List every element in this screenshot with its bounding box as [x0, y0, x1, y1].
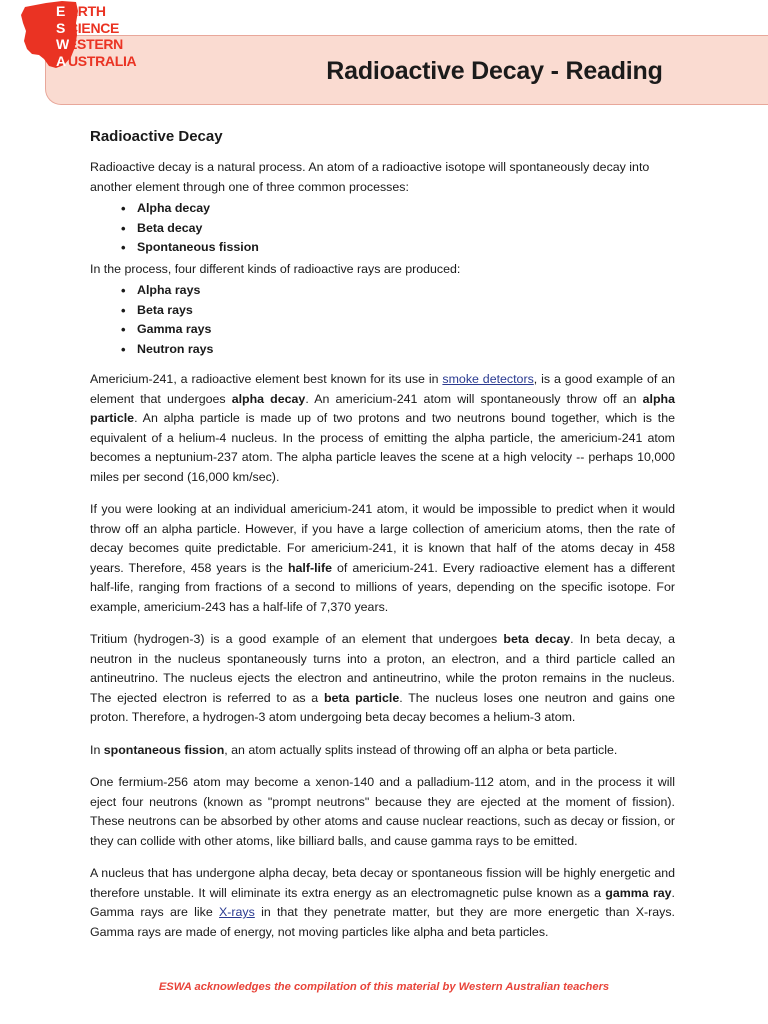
list-item: • Alpha decay — [90, 199, 675, 219]
text-run: in that they penetrate matter, but they are more energetic than X-rays. Gamma rays are made of energy, not moving particles like alpha and beta particles. — [90, 905, 675, 939]
text-run: , an atom actually splits instead of throwing off an alpha or beta particle. — [224, 742, 618, 757]
logo-initial: A — [56, 52, 67, 69]
logo-word: CIENCE — [68, 19, 120, 36]
rays-lead: In the process, four different kinds of radioactive rays are produced: — [90, 261, 461, 276]
logo-initial: E — [56, 3, 66, 19]
list-item: • Neutron rays — [90, 340, 675, 360]
document-body — [90, 128, 675, 955]
list-item: • Spontaneous fission — [90, 238, 675, 258]
paragraph-halflife — [90, 500, 675, 617]
logo-line — [56, 36, 166, 52]
smoke-detectors-link[interactable]: smoke detectors — [442, 372, 534, 386]
page-title: Radioactive Decay - Reading — [326, 56, 663, 85]
bold-run: half-life — [287, 560, 333, 575]
text-run: of americium-241. Every radioactive element has a different half-life, ranging from fractions of a second to millions of years, depending on the specific isotope. For example, americium-243 has a half-life of 7,370 years. — [90, 560, 675, 614]
process-list — [90, 199, 675, 258]
logo-word: ESTERN — [68, 36, 123, 53]
rays-list — [90, 281, 675, 359]
text-run: . An americium-241 atom will spontaneously throw off an — [305, 391, 643, 406]
text-run: . The nucleus loses one neutron and gains one proton. Therefore, a hydrogen-3 atom undergoing beta decay becomes a helium-3 atom. — [90, 690, 675, 724]
paragraph-americium — [90, 370, 675, 487]
list-item: • Alpha rays — [90, 281, 675, 301]
bold-run: beta particle — [323, 690, 400, 705]
bold-run: gamma ray — [605, 885, 672, 900]
bold-run: alpha decay — [231, 391, 306, 406]
logo-wordmark — [56, 3, 166, 69]
paragraph-fission — [90, 741, 675, 761]
x-rays-link[interactable]: X-rays — [219, 905, 255, 919]
logo-initial: W — [56, 36, 70, 53]
logo-line — [56, 20, 166, 36]
eswa-logo — [18, 0, 163, 73]
text-run: A nucleus that has undergone alpha decay, beta decay or spontaneous fission will be highly energetic and therefore unstable. It will eliminate its extra energy as an electromagnetic pulse known as a — [90, 866, 675, 900]
paragraph-gamma — [90, 864, 675, 942]
intro-lead: Radioactive decay is a natural process. An atom of a radioactive isotope will spontaneously decay into another element through one of three common processes: — [90, 160, 650, 194]
text-run: , is a good example of an element that undergoes — [90, 372, 676, 406]
list-item: • Beta decay — [90, 219, 675, 239]
paragraph-fermium: One fermium-256 atom may become a xenon-140 and a palladium-112 atom, and in the process it will eject four neutrons (known as "prompt neutrons" because they are ejected at the moment of fission). These neutrons can be absorbed by other atoms and cause nuclear reactions, such as decay or fission, or they can collide with other atoms, like billiard balls, and cause gamma rays to be emitted. — [90, 775, 675, 848]
text-run: . Gamma rays are like — [90, 885, 675, 919]
logo-line — [56, 53, 166, 69]
text-run: . An alpha particle is made up of two protons and two neutrons bound together, which is the equivalent of a helium-4 nucleus. In the process of emitting the alpha particle, the americium-241 atom becomes a neptunium-237 atom. The alpha particle leaves the scene at a high velocity -- perhaps 10,000 miles per second (16,000 km/sec). — [90, 411, 675, 484]
list-item: • Gamma rays — [90, 320, 675, 340]
text-run: Americium-241, a radioactive element best known for its use in — [90, 372, 443, 386]
bold-run: beta decay — [503, 632, 571, 646]
footer-acknowledgement: ESWA acknowledges the compilation of this material by Western Australian teachers — [158, 981, 610, 993]
text-run: If you were looking at an individual americium-241 atom, it would be impossible to predict when it would throw off an alpha particle. However, if you have a large collection of americium atoms, then the rate of decay becomes quite predictable. For americium-241, it is known that half of the atoms decay in 458 years. Therefore, 458 years is the — [90, 502, 675, 575]
logo-word: ARTH — [68, 3, 106, 19]
logo-line — [56, 3, 166, 19]
section-heading: Radioactive Decay — [90, 128, 223, 145]
bold-run: alpha particle — [90, 391, 675, 425]
text-run: Tritium (hydrogen-3) is a good example of an element that undergoes — [90, 632, 504, 646]
logo-word: USTRALIA — [68, 52, 137, 69]
text-run: . In beta decay, a neutron in the nucleus spontaneously turns into a proton, an electron, and a third particle called an antineutrino. The nucleus ejects the electron and antineutrino, while the proton remains in the nucleus. The ejected electron is referred to as a — [90, 632, 675, 705]
text-run: In — [90, 742, 104, 757]
paragraph-tritium — [90, 630, 675, 728]
bold-run: spontaneous fission — [103, 742, 225, 757]
logo-initial: S — [56, 19, 66, 36]
list-item: • Beta rays — [90, 301, 675, 321]
